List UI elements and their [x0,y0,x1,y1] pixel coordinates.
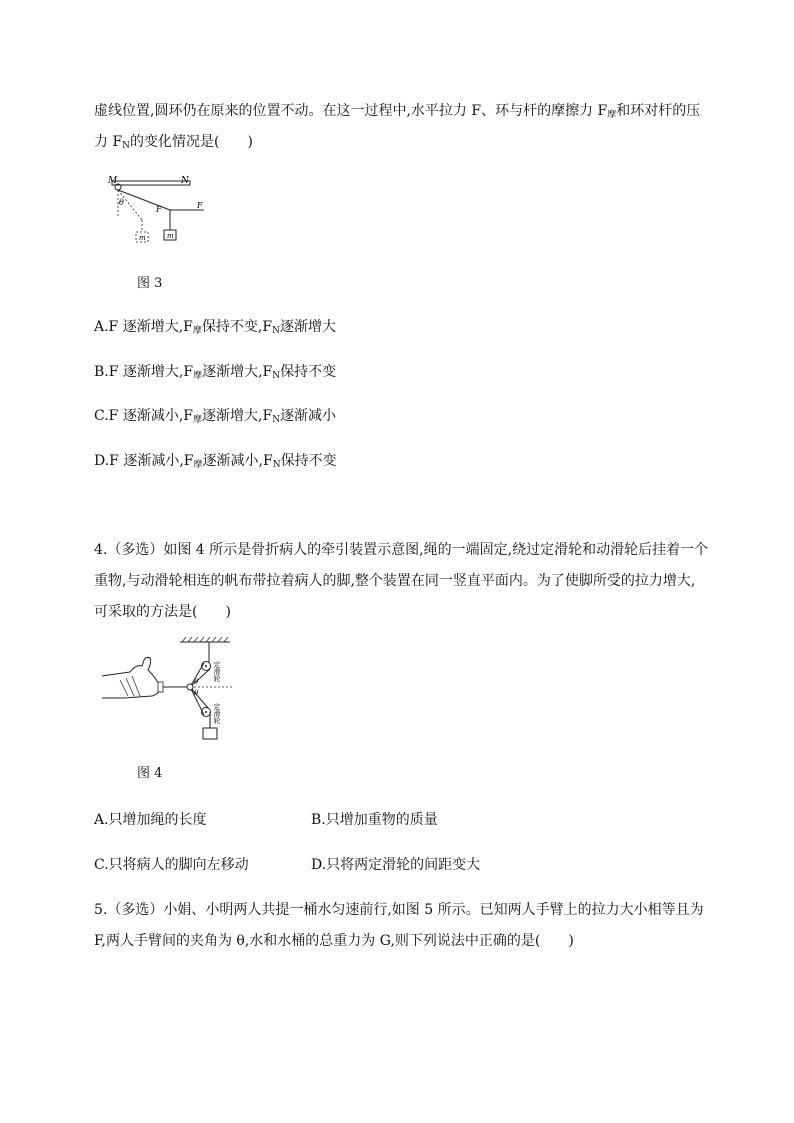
q3-stem-line-1: 虚线位置,圆环仍在原来的位置不动。在这一过程中,水平拉力 F、环与杆的摩擦力 $F_摩$和环对杆的压 [94,103,701,120]
label-bottom-pulley: 定滑轮 [213,703,221,724]
q4-option-a: A.只增加绳的长度 [94,812,207,828]
q4-stem-line-3: 可采取的方法是( ) [94,604,231,620]
subscript-n: N [122,141,131,151]
label-m-solid: m [167,232,174,240]
q3-option-a: A.F 逐渐增大$,F_摩$保持不变$,F_N$逐渐增大 [94,319,336,336]
label-theta: θ [119,198,124,207]
figure-4-caption: 图 4 [137,766,163,781]
weight-block [203,728,217,739]
q4-stem-line-2: 重物,与动滑轮相连的帆布带拉着病人的脚,整个装置在同一竖直平面内。为了使脚所受的拉力增大, [94,573,696,589]
patient-foot-icon [102,657,160,698]
moving-pulley-icon [187,684,193,690]
q3-option-d: D.F 逐渐减小$,F_摩$逐渐减小$,F_N$保持不变 [94,453,337,470]
q3-stem-line-2: 力 $F_N$的变化情况是( ) [94,134,253,151]
q4-option-c: C.只将病人的脚向左移动 [94,857,249,873]
label-theta-1: θ [194,678,199,686]
figure-3-caption: 图 3 [137,276,163,291]
label-top-pulley: 定滑轮 [213,661,221,682]
label-f-right: F [197,201,203,210]
label-f-rope: F [156,205,162,214]
subscript-mo: 摩 [607,110,617,120]
q4-option-d: D.只将两定滑轮的间距变大 [311,857,481,873]
q4-stem-line-1: 4.（多选）如图 4 所示是骨折病人的牵引装置示意图,绳的一端固定,绕过定滑轮和动滑轮后挂着一个 [94,542,709,558]
label-n-end: N [181,176,189,186]
q3-option-c: C.F 逐渐减小$,F_摩$逐渐增大$,F_N$逐渐减小 [94,408,337,425]
q5-stem-line-1: 5.（多选）小娟、小明两人共提一桶水匀速前行,如图 5 所示。已知两人手臂上的拉力大小相等且为 [94,902,704,918]
q4-option-b: B.只增加重物的质量 [311,812,438,828]
figure-3-ring-on-rod [100,172,215,250]
label-m-end: M [108,176,118,186]
q3-option-b: B.F 逐渐增大$,F_摩$逐渐增大$,F_N$保持不变 [94,364,337,381]
q5-stem-line-2: F,两人手臂间的夹角为 θ,水和水桶的总重力为 G,则下列说法中正确的是( ) [94,933,574,949]
figure-4-traction-device [100,636,240,744]
label-m-dashed: m [139,234,146,242]
label-theta-2: θ [194,689,199,697]
